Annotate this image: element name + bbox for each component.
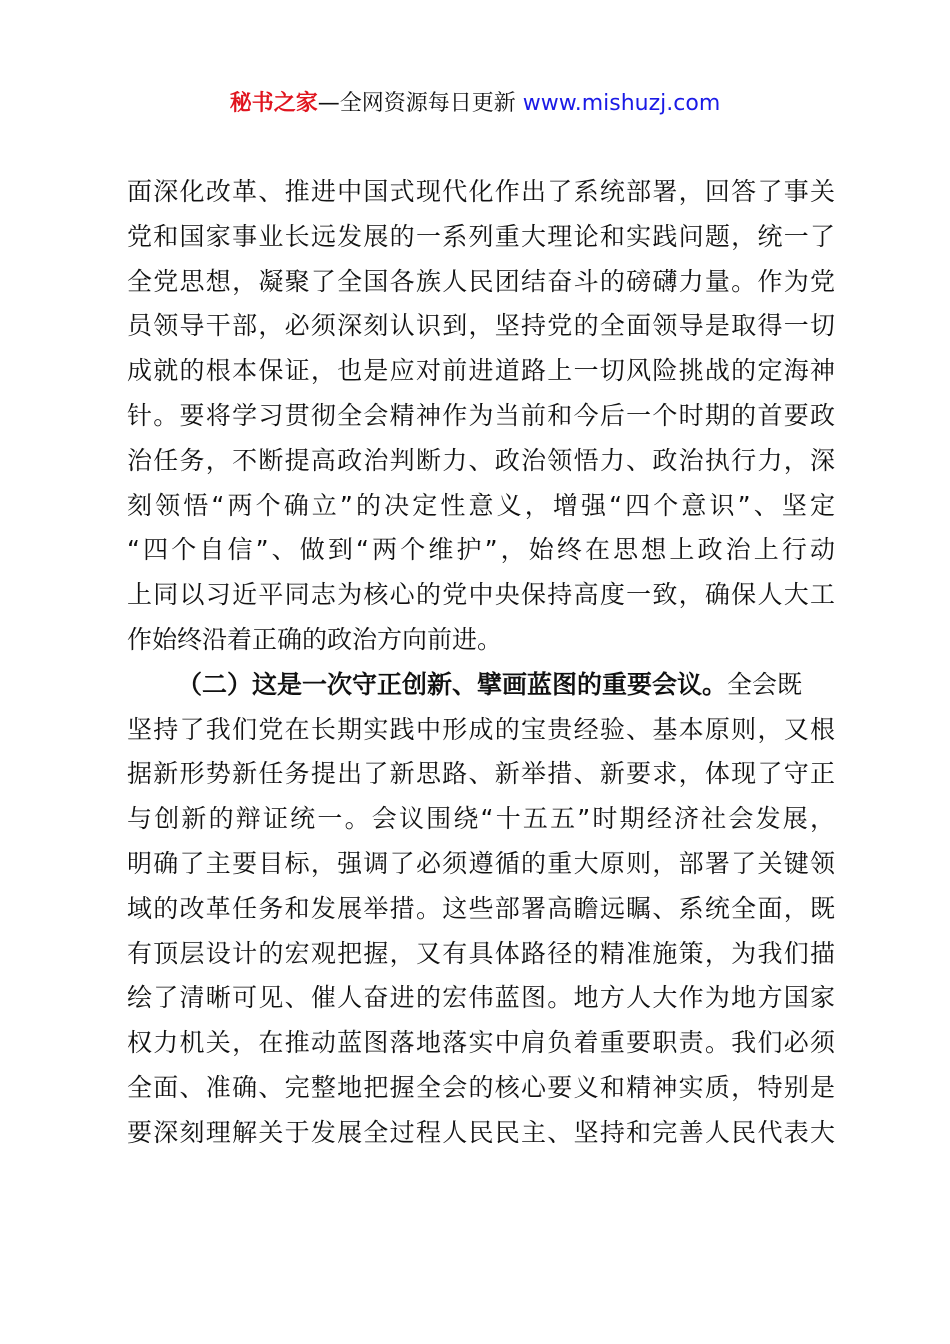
text-line: 党和国家事业长远发展的一系列重大理论和实践问题，统一了 (127, 221, 835, 251)
text-line: “四个自信”、做到“两个维护”，始终在思想上政治上行动 (127, 535, 835, 565)
text-line: 作始终沿着正确的政治方向前进。 (127, 624, 503, 654)
text-line: 员领导干部，必须深刻认识到，坚持党的全面领导是取得一切 (127, 311, 835, 341)
site-url-link[interactable]: www.mishuzj.com (522, 91, 721, 116)
section-heading: （二）这是一次守正创新、擘画蓝图的重要会议。 (177, 669, 728, 699)
text-line: 与创新的辩证统一。会议围绕“十五五”时期经济社会发展， (127, 804, 835, 834)
text-line: 全面、准确、完整地把握全会的核心要义和精神实质，特别是 (127, 1072, 835, 1102)
text-line: 据新形势新任务提出了新思路、新举措、新要求，体现了守正 (127, 759, 835, 789)
text-line: 全党思想，凝聚了全国各族人民团结奋斗的磅礴力量。作为党 (127, 266, 835, 296)
text-line: 面深化改革、推进中国式现代化作出了系统部署，回答了事关 (127, 177, 835, 206)
paragraph-1 (127, 170, 835, 663)
site-header (0, 86, 950, 122)
text-line: 坚持了我们党在长期实践中形成的宝贵经验、基本原则，又根 (127, 714, 835, 744)
text-line: 绘了清晰可见、催人奋进的宏伟蓝图。地方人大作为地方国家 (127, 983, 835, 1013)
text-line: 明确了主要目标，强调了必须遵循的重大原则，部署了关键领 (127, 848, 835, 878)
site-tagline: —全网资源每日更新 (317, 91, 523, 116)
text-line: 上同以习近平同志为核心的党中央保持高度一致，确保人大工 (127, 580, 835, 610)
text-line: 成就的根本保证，也是应对前进道路上一切风险挑战的定海神 (127, 356, 835, 386)
text-line: 针。要将学习贯彻全会精神作为当前和今后一个时期的首要政 (127, 400, 835, 430)
paragraph-2 (127, 663, 835, 1156)
text-line: 域的改革任务和发展举措。这些部署高瞻远瞩、系统全面，既 (127, 893, 835, 923)
document-body (127, 170, 835, 1156)
section-heading-continuation: 全会既 (727, 669, 803, 699)
text-line: 要深刻理解关于发展全过程人民民主、坚持和完善人民代表大 (127, 1117, 835, 1147)
paragraph-2-first-line (127, 663, 835, 708)
text-line: 治任务，不断提高政治判断力、政治领悟力、政治执行力，深 (127, 445, 835, 475)
site-brand: 秘书之家 (229, 91, 318, 116)
text-line: 刻领悟“两个确立”的决定性意义，增强“四个意识”、坚定 (127, 490, 835, 520)
text-line: 有顶层设计的宏观把握，又有具体路径的精准施策，为我们描 (127, 938, 835, 968)
text-line: 权力机关，在推动蓝图落地落实中肩负着重要职责。我们必须 (127, 1028, 835, 1058)
